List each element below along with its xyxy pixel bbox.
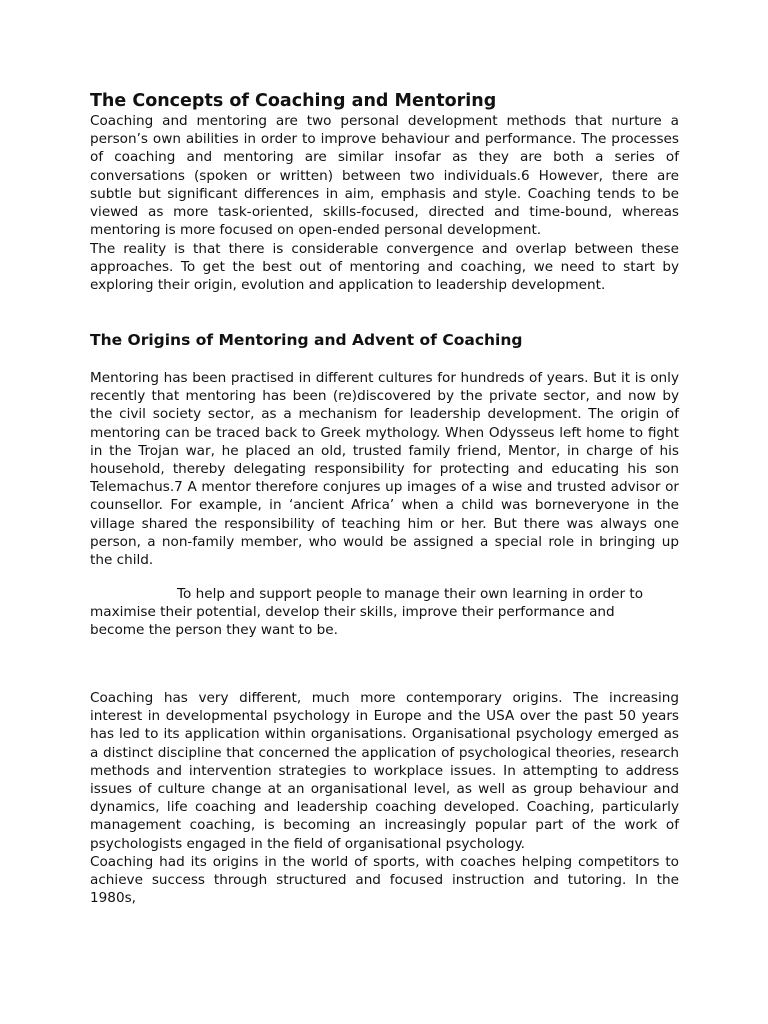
section-heading-origins: The Origins of Mentoring and Advent of Coaching [90,331,523,349]
quote-line: maximise their potential, develop their skills, improve their performance and [90,604,615,621]
section-heading-concepts: The Concepts of Coaching and Mentoring [90,91,497,111]
quote-line: To help and support people to manage their own learning in order to [177,586,644,602]
paragraph-coaching-origins: Coaching has very different, much more contemporary origins. The increasing interest in developmental psychology in Europe and the USA over the past 50 years has led to its application within organisations. Organisational psychology emerged as a distinct discipline that concerned the application of psychological theories, research methods and intervention strategies to workplace issues. In attempting to address issues of culture change at an organisational level, as well as group behaviour and dynamics, life coaching and leadership coaching developed. Coaching, particularly management coaching, is becoming an increasingly popular part of the work of psychologists engaged in the field of organisational psychology. [90,690,679,852]
paragraph-coaching-sports: Coaching had its origins in the world of sports, with coaches helping competitors to achieve success through structured and focused instruction and tutoring. In the 1980s, [90,854,679,907]
mentoring-definition-quote [90,585,679,640]
paragraph-mentoring-origins: Mentoring has been practised in different cultures for hundreds of years. But it is only recently that mentoring has been (re)discovered by the private sector, and now by the civil society sector, as a mechanism for leadership development. The origin of mentoring can be traced back to Greek mythology. When Odysseus left home to fight in the Trojan war, he placed an old, trusted family friend, Mentor, in charge of his household, thereby delegating responsibility for protecting and educating his son Telemachus.7 A mentor therefore conjures up images of a wise and trusted advisor or counsellor. For example, in ‘ancient Africa’ when a child was borneveryone in the village shared the responsibility of teaching him or her. But there was always one person, a non-family member, who would be assigned a special role in bringing up the child. [90,370,679,569]
quote-line: become the person they want to be. [90,622,338,639]
paragraph-concepts-convergence: The reality is that there is considerable convergence and overlap between these approaches. To get the best out of mentoring and coaching, we need to start by exploring their origin, evolution and application to leadership development. [90,241,679,294]
paragraph-concepts-intro: Coaching and mentoring are two personal development methods that nurture a person’s own abilities in order to improve behaviour and performance. The processes of coaching and mentoring are similar insofar as they are both a series of conversations (spoken or written) between two individuals.6 However, there are subtle but significant differences in aim, emphasis and style. Coaching tends to be viewed as more task-oriented, skills-focused, directed and time-bound, whereas mentoring is more focused on open-ended personal development. [90,113,679,239]
